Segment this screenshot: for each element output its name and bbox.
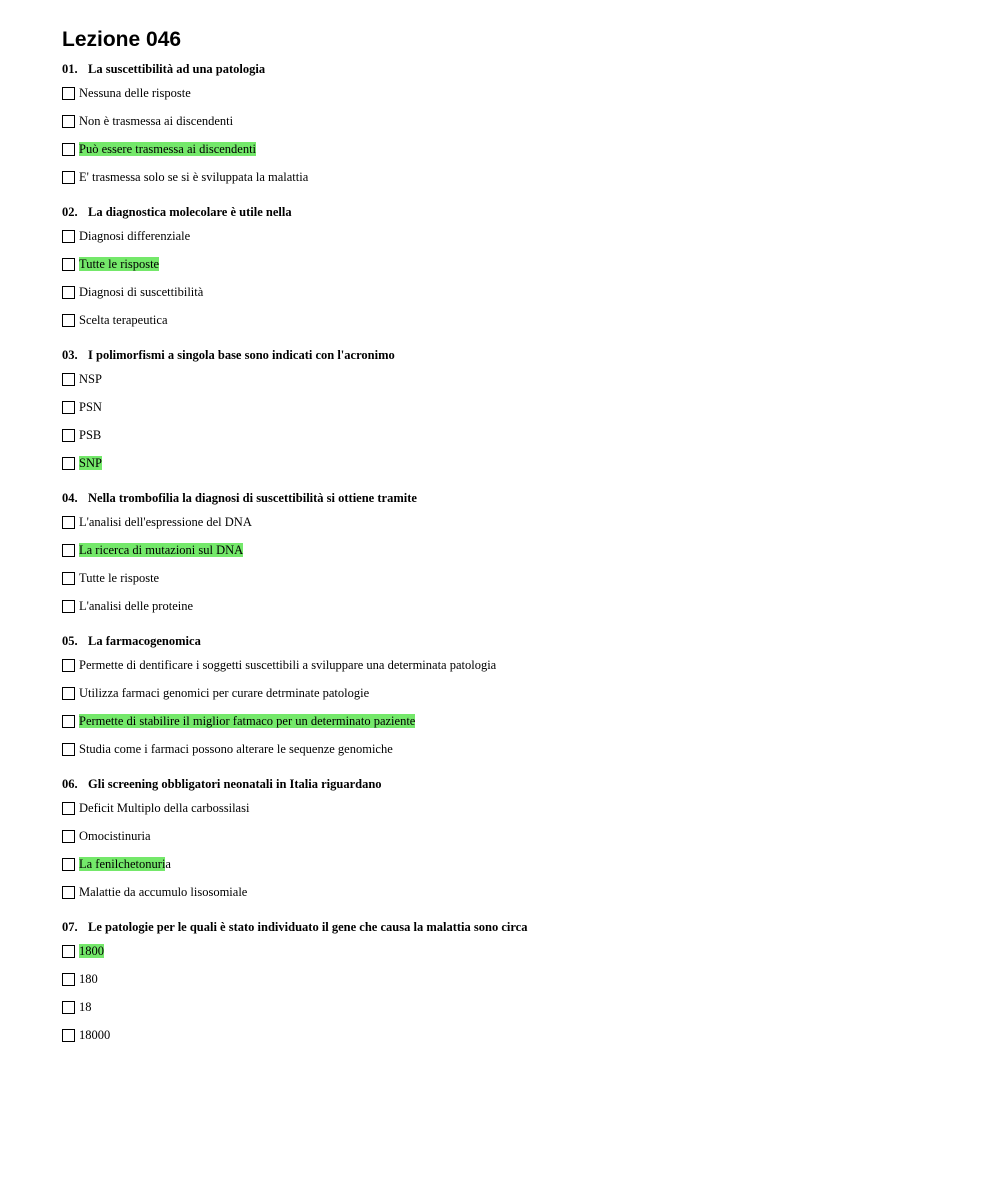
question-block: [62, 204, 962, 334]
question-text: [62, 633, 962, 651]
question-number: 07.: [62, 920, 78, 934]
answer-checkbox[interactable]: [62, 973, 75, 986]
answer-text: Permette di dentificare i soggetti suscettibili a sviluppare una determinata patologia: [79, 658, 497, 672]
answer-label: [79, 313, 168, 327]
answer-checkbox[interactable]: [62, 886, 75, 899]
answer-label: [79, 170, 308, 184]
answer-option[interactable]: [62, 850, 962, 878]
answer-option[interactable]: [62, 822, 962, 850]
answer-option[interactable]: [62, 222, 962, 250]
page-title: Lezione 046: [62, 28, 182, 51]
question-block: [62, 633, 962, 763]
answer-label: [79, 599, 193, 613]
answer-checkbox[interactable]: [62, 1029, 75, 1042]
answer-option[interactable]: [62, 735, 962, 763]
answer-option[interactable]: [62, 707, 962, 735]
answer-text: Deficit Multiplo della carbossilasi: [79, 801, 250, 815]
correct-answer-highlight: Permette di stabilire il miglior fatmaco per un determinato paziente: [79, 714, 416, 728]
answer-option[interactable]: [62, 135, 962, 163]
answer-label: [79, 114, 233, 128]
question-number: 02.: [62, 205, 78, 219]
question-text: [62, 347, 962, 365]
question-list: [62, 61, 962, 1049]
answer-checkbox[interactable]: [62, 659, 75, 672]
question-label: La farmacogenomica: [88, 634, 201, 648]
answer-checkbox[interactable]: [62, 457, 75, 470]
answer-text: Tutte le risposte: [79, 571, 160, 585]
answer-text: Nessuna delle risposte: [79, 86, 191, 100]
answer-option[interactable]: [62, 449, 962, 477]
answer-option[interactable]: [62, 508, 962, 536]
answer-text: Omocistinuria: [79, 829, 151, 843]
question-text: [62, 61, 962, 79]
answer-checkbox[interactable]: [62, 429, 75, 442]
answer-text: 180: [79, 972, 98, 986]
correct-answer-highlight: 1800: [79, 944, 104, 958]
question-block: [62, 61, 962, 191]
answer-label: [79, 257, 159, 271]
answer-option[interactable]: [62, 421, 962, 449]
question-number: 01.: [62, 62, 78, 76]
answer-text: 18000: [79, 1028, 111, 1042]
question-number: 04.: [62, 491, 78, 505]
question-text: [62, 776, 962, 794]
question-label: I polimorfismi a singola base sono indicati con l'acronimo: [88, 348, 395, 362]
answer-text-rest: a: [165, 857, 171, 871]
answer-label: [79, 857, 171, 871]
answer-text: NSP: [79, 372, 102, 386]
question-number: 05.: [62, 634, 78, 648]
correct-answer-highlight: Tutte le risposte: [79, 257, 160, 271]
answer-checkbox[interactable]: [62, 143, 75, 156]
answer-checkbox[interactable]: [62, 286, 75, 299]
answer-text: Malattie da accumulo lisosomiale: [79, 885, 248, 899]
answer-option[interactable]: [62, 651, 962, 679]
answer-label: [79, 86, 191, 100]
answer-label: [79, 571, 159, 585]
question-label: La suscettibilità ad una patologia: [88, 62, 266, 76]
answer-option[interactable]: [62, 679, 962, 707]
answer-checkbox[interactable]: [62, 87, 75, 100]
answer-label: [79, 285, 203, 299]
answer-checkbox[interactable]: [62, 600, 75, 613]
answer-option[interactable]: [62, 306, 962, 334]
answer-text: Non è trasmessa ai discendenti: [79, 114, 234, 128]
answer-option[interactable]: [62, 536, 962, 564]
answer-option[interactable]: [62, 794, 962, 822]
answer-label: [79, 972, 98, 986]
answer-checkbox[interactable]: [62, 544, 75, 557]
answer-checkbox[interactable]: [62, 230, 75, 243]
question-label: Gli screening obbligatori neonatali in Italia riguardano: [88, 777, 382, 791]
answer-checkbox[interactable]: [62, 715, 75, 728]
answer-checkbox[interactable]: [62, 171, 75, 184]
question-text: [62, 919, 962, 937]
answer-checkbox[interactable]: [62, 115, 75, 128]
answer-label: [79, 456, 102, 470]
answer-text: Diagnosi di suscettibilità: [79, 285, 204, 299]
answer-text: Utilizza farmaci genomici per curare detrminate patologie: [79, 686, 370, 700]
answer-label: [79, 686, 369, 700]
answer-option[interactable]: [62, 163, 962, 191]
answer-label: [79, 1000, 92, 1014]
answer-text: Diagnosi differenziale: [79, 229, 191, 243]
answer-checkbox[interactable]: [62, 858, 75, 871]
answer-label: [79, 801, 249, 815]
answer-checkbox[interactable]: [62, 945, 75, 958]
answer-checkbox[interactable]: [62, 516, 75, 529]
question-block: [62, 347, 962, 477]
answer-label: [79, 1028, 110, 1042]
answer-label: [79, 944, 104, 958]
answer-checkbox[interactable]: [62, 258, 75, 271]
answer-text: 18: [79, 1000, 92, 1014]
question-label: La diagnostica molecolare è utile nella: [88, 205, 292, 219]
correct-answer-highlight: La ricerca di mutazioni sul DNA: [79, 543, 244, 557]
answer-label: [79, 714, 415, 728]
correct-answer-highlight: Può essere trasmessa ai discendenti: [79, 142, 257, 156]
answer-checkbox[interactable]: [62, 373, 75, 386]
answer-option[interactable]: [62, 564, 962, 592]
answer-text: L'analisi delle proteine: [79, 599, 194, 613]
answer-label: [79, 829, 151, 843]
question-number: 06.: [62, 777, 78, 791]
answer-checkbox[interactable]: [62, 314, 75, 327]
question-label: Nella trombofilia la diagnosi di suscettibilità si ottiene tramite: [88, 491, 417, 505]
answer-label: [79, 142, 256, 156]
answer-text: PSN: [79, 400, 102, 414]
answer-checkbox[interactable]: [62, 830, 75, 843]
answer-label: [79, 658, 496, 672]
answer-label: [79, 229, 190, 243]
answer-text: Studia come i farmaci possono alterare le sequenze genomiche: [79, 742, 393, 756]
answer-label: [79, 543, 243, 557]
answer-checkbox[interactable]: [62, 687, 75, 700]
answer-option[interactable]: [62, 1021, 962, 1049]
answer-option[interactable]: [62, 592, 962, 620]
correct-answer-highlight: SNP: [79, 456, 102, 470]
question-block: [62, 490, 962, 620]
answer-option[interactable]: [62, 965, 962, 993]
answer-checkbox[interactable]: [62, 401, 75, 414]
question-label: Le patologie per le quali è stato individuato il gene che causa la malattia sono circa: [88, 920, 528, 934]
answer-label: [79, 400, 102, 414]
answer-option[interactable]: [62, 937, 962, 965]
answer-label: [79, 428, 101, 442]
answer-text: PSB: [79, 428, 102, 442]
answer-checkbox[interactable]: [62, 572, 75, 585]
answer-option[interactable]: [62, 278, 962, 306]
answer-label: [79, 742, 393, 756]
answer-checkbox[interactable]: [62, 802, 75, 815]
quiz-page: [62, 27, 962, 1062]
answer-option[interactable]: [62, 365, 962, 393]
answer-option[interactable]: [62, 993, 962, 1021]
answer-option[interactable]: [62, 393, 962, 421]
answer-option[interactable]: [62, 250, 962, 278]
answer-option[interactable]: [62, 878, 962, 906]
question-block: [62, 776, 962, 906]
question-block: [62, 919, 962, 1049]
answer-text: Scelta terapeutica: [79, 313, 168, 327]
answer-label: [79, 885, 247, 899]
question-text: [62, 204, 962, 222]
answer-option[interactable]: [62, 79, 962, 107]
question-number: 03.: [62, 348, 78, 362]
answer-checkbox[interactable]: [62, 743, 75, 756]
answer-text: L'analisi dell'espressione del DNA: [79, 515, 252, 529]
answer-text: E' trasmessa solo se si è sviluppata la malattia: [79, 170, 309, 184]
question-text: [62, 490, 962, 508]
answer-option[interactable]: [62, 107, 962, 135]
answer-label: [79, 372, 102, 386]
answer-label: [79, 515, 252, 529]
answer-checkbox[interactable]: [62, 1001, 75, 1014]
correct-answer-highlight: La fenilchetonuri: [79, 857, 166, 871]
